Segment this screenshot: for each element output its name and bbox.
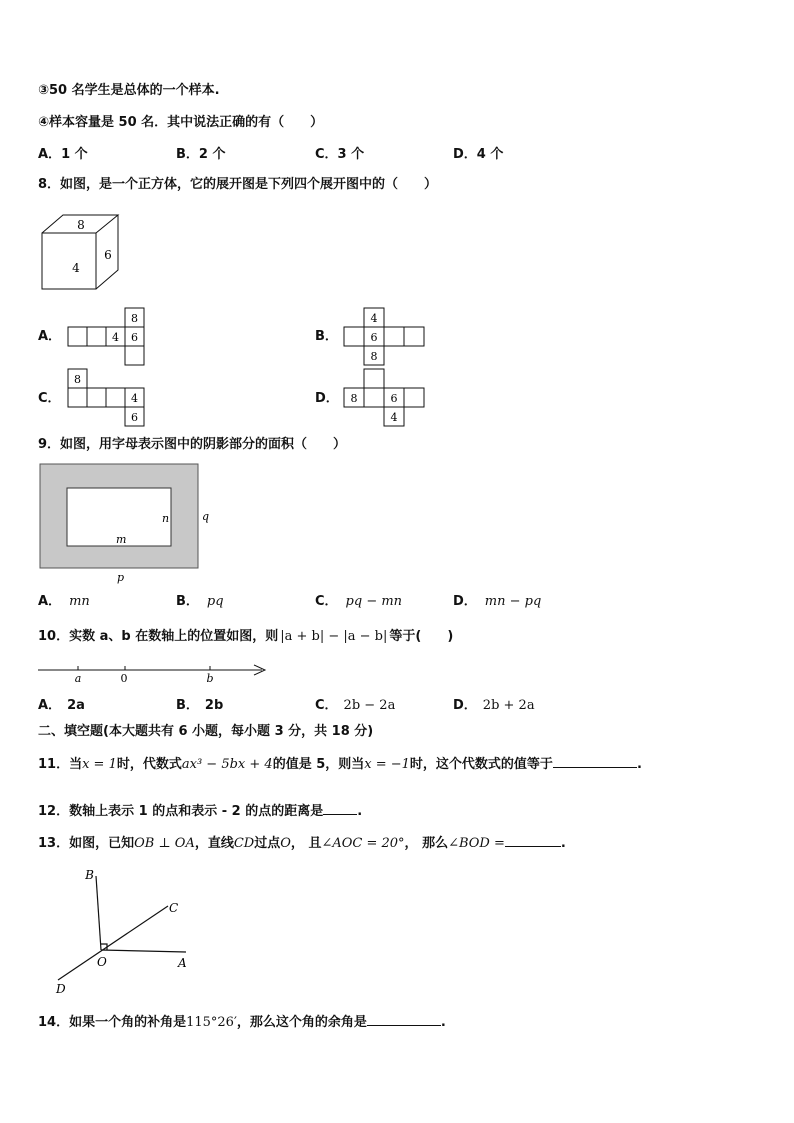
q7-option-a[interactable]: A．1 个 xyxy=(38,147,88,162)
q13-answer-blank[interactable] xyxy=(505,833,561,847)
q8-net-c xyxy=(68,368,148,428)
q8-option-d[interactable]: D． xyxy=(315,391,339,406)
q9-figure xyxy=(40,464,220,588)
label-n: n xyxy=(162,512,170,525)
q10-option-c[interactable]: C． 2b − 2a xyxy=(315,698,396,713)
q12-stem: 12．数轴上表示 1 的点和表示 - 2 的点的距离是 . xyxy=(38,801,362,821)
cube-front-label: 4 xyxy=(72,261,80,275)
q7-statement-3: ③50 名学生是总体的一个样本. xyxy=(38,83,220,98)
cube-top-label: 8 xyxy=(77,218,85,232)
point-label-b: B xyxy=(85,868,94,882)
net-a-cell-mid: 6 xyxy=(131,331,138,344)
q10-option-b[interactable]: B． 2b xyxy=(176,698,224,713)
q10-number-line xyxy=(38,660,270,688)
point-label-c: C xyxy=(169,901,179,915)
q12-answer-blank[interactable] xyxy=(323,801,357,815)
q8-option-b[interactable]: B． xyxy=(315,329,338,344)
q11-answer-blank[interactable] xyxy=(553,754,637,768)
q11-stem: 11．当x = 1时，代数式ax³ − 5bx + 4的值是 5，则当x = −1时，这个代数式的值等于 . xyxy=(38,754,642,774)
net-a-cell-top: 8 xyxy=(131,312,138,325)
q10-option-a[interactable]: A． 2a xyxy=(38,698,85,713)
q9-option-d[interactable]: D． mn − pq xyxy=(453,594,542,609)
q9-option-a[interactable]: A． mn xyxy=(38,594,90,609)
q8-net-d xyxy=(344,368,426,428)
q8-stem: 8．如图，是一个正方体，它的展开图是下列四个展开图中的（ ） xyxy=(38,177,438,192)
cube-right-label: 6 xyxy=(104,248,112,262)
axis-label-zero: 0 xyxy=(120,672,128,685)
axis-label-a: a xyxy=(74,672,82,685)
q10-stem: 10．实数 a、b 在数轴上的位置如图，则 |a + b| − |a − b| 等于( ) xyxy=(38,629,454,644)
label-q: q xyxy=(202,510,210,523)
q8-cube-figure xyxy=(38,210,128,294)
q8-net-b xyxy=(344,307,426,367)
point-label-a: A xyxy=(178,956,187,970)
q14-answer-blank[interactable] xyxy=(367,1012,441,1026)
net-a-cell-left: 4 xyxy=(112,331,119,344)
q14-stem: 14．如果一个角的补角是115°26′，那么这个角的余角是 . xyxy=(38,1012,446,1032)
label-m: m xyxy=(116,533,127,546)
axis-label-b: b xyxy=(206,672,214,685)
q9-option-c[interactable]: C． pq − mn xyxy=(315,594,403,609)
q9-stem: 9．如图，用字母表示图中的阴影部分的面积（ ） xyxy=(38,437,347,452)
net-b-cell-mid: 6 xyxy=(370,331,378,344)
net-c-cell-top: 8 xyxy=(74,373,81,386)
q7-statement-4: ④样本容量是 50 名．其中说法正确的有（ ） xyxy=(38,115,324,130)
net-d-cell-bottom: 4 xyxy=(390,411,398,424)
q9-option-b[interactable]: B． pq xyxy=(176,594,224,609)
q7-option-c[interactable]: C．3 个 xyxy=(315,147,365,162)
q13-angle-figure xyxy=(50,862,200,998)
q8-option-c[interactable]: C． xyxy=(38,391,61,406)
q8-option-a[interactable]: A． xyxy=(38,329,62,344)
q7-option-d[interactable]: D．4 个 xyxy=(453,147,504,162)
label-p: p xyxy=(117,571,125,584)
net-c-cell-right: 4 xyxy=(131,392,138,405)
point-label-o: O xyxy=(97,955,107,969)
net-c-cell-bottom: 6 xyxy=(131,411,138,424)
net-b-cell-top: 4 xyxy=(370,312,378,325)
section-2-heading: 二、填空题(本大题共有 6 小题，每小题 3 分，共 18 分) xyxy=(38,724,374,739)
q7-option-b[interactable]: B．2 个 xyxy=(176,147,226,162)
q8-net-a xyxy=(68,307,148,367)
net-b-cell-bottom: 8 xyxy=(370,350,378,363)
point-label-d: D xyxy=(56,982,66,996)
q10-expression: |a + b| − |a − b| xyxy=(280,629,388,644)
q13-stem: 13．如图，已知OB ⊥ OA，直线CD过点O， 且∠AOC = 20°， 那么∠BOD = . xyxy=(38,833,566,853)
net-d-cell-mid: 6 xyxy=(390,392,398,405)
q10-option-d[interactable]: D． 2b + 2a xyxy=(453,698,535,713)
net-d-cell-left: 8 xyxy=(350,392,358,405)
